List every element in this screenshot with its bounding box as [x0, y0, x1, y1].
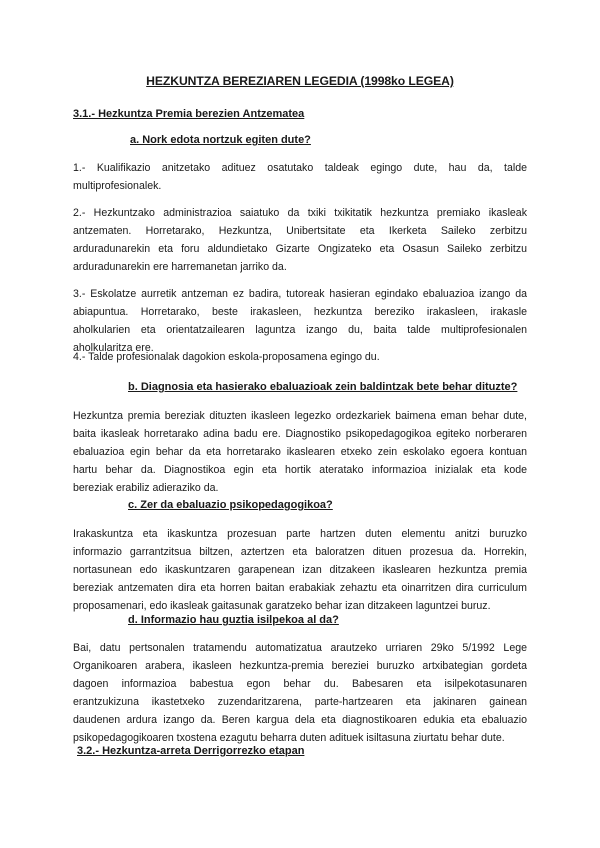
paragraph-line: antzematen. Horretarako, Hezkuntza, Unibertsitate eta Ikerketa Saileko zerbitzu [73, 225, 527, 237]
paragraph-line: abiapuntua. Horretarako, beste irakasleen, hezkuntza bereziko irakasleen, irakasle [73, 306, 527, 318]
document-title: HEZKUNTZA BEREZIAREN LEGEDIA (1998ko LEGEA) [146, 74, 454, 88]
paragraph-line: baita ikasleak horretarako adina badu ere. Diagnostiko psikopedagogikoa egiteko norberaren [73, 428, 527, 440]
paragraph-line: 3.- Eskolatze aurretik antzeman ez badira, tutoreak hasieran egindako ebaluazioa izango da [73, 288, 527, 300]
paragraph-line: nortasunean edo ikaskuntzaren garapenean izan ditzakeen ikaslearen hezkuntza premia [73, 564, 527, 576]
paragraph-line: hartu behar da. Diagnostikoa egin eta hortik ateratako informazioa inizialak eta kode [73, 464, 527, 476]
section-heading-3-2: 3.2.- Hezkuntza-arreta Derrigorrezko etapan [77, 745, 305, 757]
paragraph-line: arduradunarekin ere harremanetan jarriko da. [73, 261, 287, 273]
paragraph-line: 2.- Hezkuntzako administrazioa saiatuko da txiki txikitatik hezkuntza premiako ikasleak [73, 207, 527, 219]
paragraph-line: multiprofesionalek. [73, 180, 162, 192]
paragraph-line: aholkularien eta orientatzailearen laguntza izango du, baita talde multiprofesionalen [73, 324, 527, 336]
paragraph-line: Bai, datu pertsonalen tratamendu automatizatua arautzeko urriaren 29ko 5/1992 Lege [73, 642, 527, 654]
paragraph-line: bereziak antzematen dira eta horren baitan erabakiak zehaztu eta oinarritzen dira curriculum [73, 582, 527, 594]
paragraph-line: arduradunarekin eta foru aldundietako Gizarte Ongizateko eta Osasun Saileko zerbitzu [73, 243, 527, 255]
paragraph-7 [73, 639, 527, 747]
paragraph-line: 4.- Talde profesionalak dagokion eskola-proposamena egingo du. [73, 351, 380, 363]
paragraph-2 [73, 204, 527, 276]
paragraph-line: dagoen informazioa babestua egon behar du. Babesaren eta isilpekotasunaren [73, 678, 527, 690]
subheading-d: d. Informazio hau guztia isilpekoa al da? [128, 614, 339, 626]
paragraph-1 [73, 159, 527, 195]
subheading-a: a. Nork edota nortzuk egiten dute? [130, 134, 311, 146]
subheading-b: b. Diagnosia eta hasierako ebaluazioak zein baldintzak bete behar dituzte? [128, 381, 518, 393]
paragraph-5 [73, 407, 527, 497]
paragraph-line: erantzukizuna ikastetxeko zuzendaritzarena, parte-hartzearen eta jakinaren gainean [73, 696, 527, 708]
paragraph-line: informazio garrantzitsua biltzen, aztertzen eta baloratzen dituen prozesua da. Horrekin, [73, 546, 527, 558]
section-heading-3-1: 3.1.- Hezkuntza Premia berezien Antzematea [73, 108, 305, 120]
paragraph-line: daudenen ardura izango da. Beren kargua dela eta diagnostikoaren edukia eta ebaluazio [73, 714, 527, 726]
paragraph-line: Irakaskuntza eta ikaskuntza prozesuan parte hartzen duten elementu anitzi buruzko [73, 528, 527, 540]
paragraph-4 [73, 348, 527, 366]
paragraph-line: bereziak erabiliz adieraziko da. [73, 482, 219, 494]
paragraph-line: proposamenari, edo ikasleak gaitasunak garatzeko behar izan ditzakeen laguntzei buruz. [73, 600, 491, 612]
paragraph-line: 1.- Kualifikazio anitzetako adituez osatutako taldeak egingo dute, hau da, talde [73, 162, 527, 174]
paragraph-line: Organikoaren arabera, ikasleen hezkuntza-premia bereziei buruzko artxibategian gordeta [73, 660, 527, 672]
paragraph-line: psikopedagogikoaren txostena ezagutu beharra duten adituek isiltasuna ziurtatu behar dute. [73, 732, 505, 744]
paragraph-line: ebaluazioa egin behar da eta horretarako ikaslearen etxeko zein eskolako egoera kontuan [73, 446, 527, 458]
subheading-c: c. Zer da ebaluazio psikopedagogikoa? [128, 499, 333, 511]
paragraph-line: Hezkuntza premia bereziak dituzten ikasleen legezko ordezkariek baimena eman behar dute, [73, 410, 527, 422]
paragraph-6 [73, 525, 527, 615]
paragraph-3 [73, 285, 527, 357]
paragraph-line: aholkularitza ere. [73, 342, 154, 354]
